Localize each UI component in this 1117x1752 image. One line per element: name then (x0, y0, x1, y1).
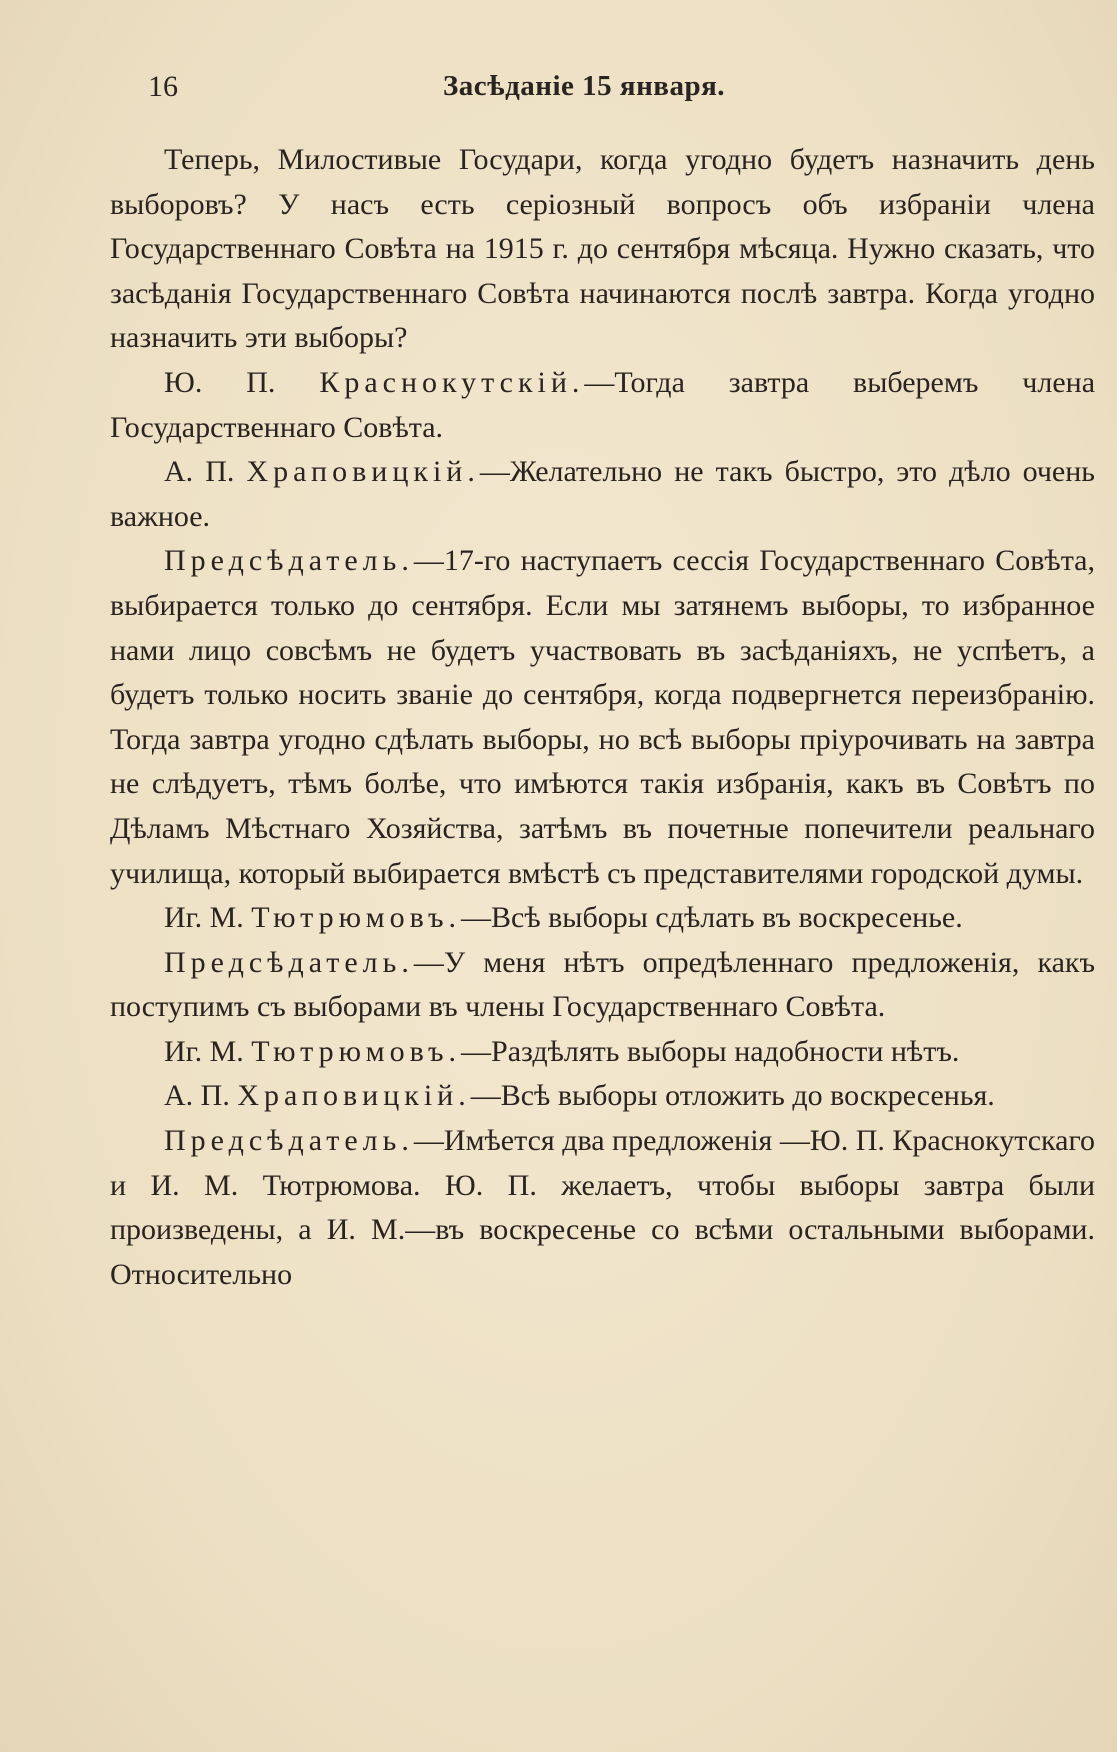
paragraph (110, 896, 1095, 941)
speaker-initials: Ю. П. (164, 365, 276, 399)
body-text (110, 138, 1095, 1297)
speaker-name: Храповицкій. (246, 455, 480, 489)
paragraph (110, 1074, 1095, 1119)
paragraph (110, 1030, 1095, 1075)
paragraph-text: Теперь, Милостивые Государи, когда угодно будетъ назначить день выборовъ? У насъ есть серіозный вопросъ объ избраніи члена Государственнаго Совѣта на 1915 г. до сентября мѣсяца. Нужно сказать, что засѣданія Государственнаго Совѣта начинаются послѣ завтра. Когда угодно назначить эти выборы? (110, 143, 1095, 355)
speaker-name: Предсѣдатель. (164, 945, 414, 979)
paragraph (110, 539, 1095, 896)
paragraph-text: —У меня нѣтъ опредѣленнаго предложенія, какъ поступимъ съ выборами въ члены Государственнаго Совѣта. (110, 945, 1095, 1024)
paragraph-text: —Всѣ выборы отложить до воскресенья. (470, 1079, 995, 1113)
paragraph-text: —Тогда завтра выберемъ члена Государственнаго Совѣта. (110, 365, 1096, 444)
speaker-name: Храповицкій. (237, 1079, 471, 1113)
paragraph-text: —Желательно не такъ быстро, это дѣло очень важное. (110, 455, 1095, 533)
running-head: Засѣданіе 15 января. (443, 70, 726, 102)
paragraph-text: —Раздѣлять выборы надобности нѣтъ. (461, 1034, 960, 1068)
speaker-name: Предсѣдатель. (164, 1124, 414, 1158)
speaker-initials: Иг. М. (164, 1034, 244, 1068)
page-number: 16 (148, 70, 178, 103)
paragraph (110, 941, 1095, 1030)
page-header (0, 70, 1117, 114)
speaker-name: Краснокутскій. (319, 365, 585, 399)
paragraph-text: —17-го наступаетъ сессія Государственнаго Совѣта, выбирается только до сентября. Если мы затянемъ выборы, то избранное нами лицо совсѣмъ не будетъ участвовать въ засѣданіяхъ, не успѣетъ, а будетъ только носить званіе до сентября, когда подвергнется переизбранію. Тогда завтра угодно сдѣлать выборы, но всѣ выборы пріурочивать на завтра не слѣдуетъ, тѣмъ болѣе, что имѣются такія избранія, какъ въ Совѣтъ по Дѣламъ Мѣстнаго Хозяйства, затѣмъ въ почетные попечители реальнаго училища, который выбирается вмѣстѣ съ представителями городской думы. (110, 544, 1095, 890)
speaker-name: Предсѣдатель. (164, 544, 414, 578)
speaker-name: Тютрюмовъ. (251, 1034, 462, 1068)
paragraph (110, 1119, 1095, 1297)
speaker-initials: А. П. (164, 455, 235, 489)
paragraph-text: —Имѣется два предложенія —Ю. П. Краснокутскаго и И. М. Тютрюмова. Ю. П. желаетъ, чтобы выборы завтра были произведены, а И. М.—въ воскресенье со всѣми остальными выборами. Относительно (110, 1124, 1095, 1291)
paragraph (110, 361, 1095, 450)
speaker-initials: Иг. М. (164, 901, 244, 935)
speaker-initials: А. П. (164, 1079, 230, 1113)
speaker-name: Тютрюмовъ. (251, 901, 462, 935)
paragraph-text: —Всѣ выборы сдѣлать въ воскресенье. (461, 901, 963, 935)
paragraph (110, 450, 1095, 539)
paragraph (110, 138, 1095, 361)
